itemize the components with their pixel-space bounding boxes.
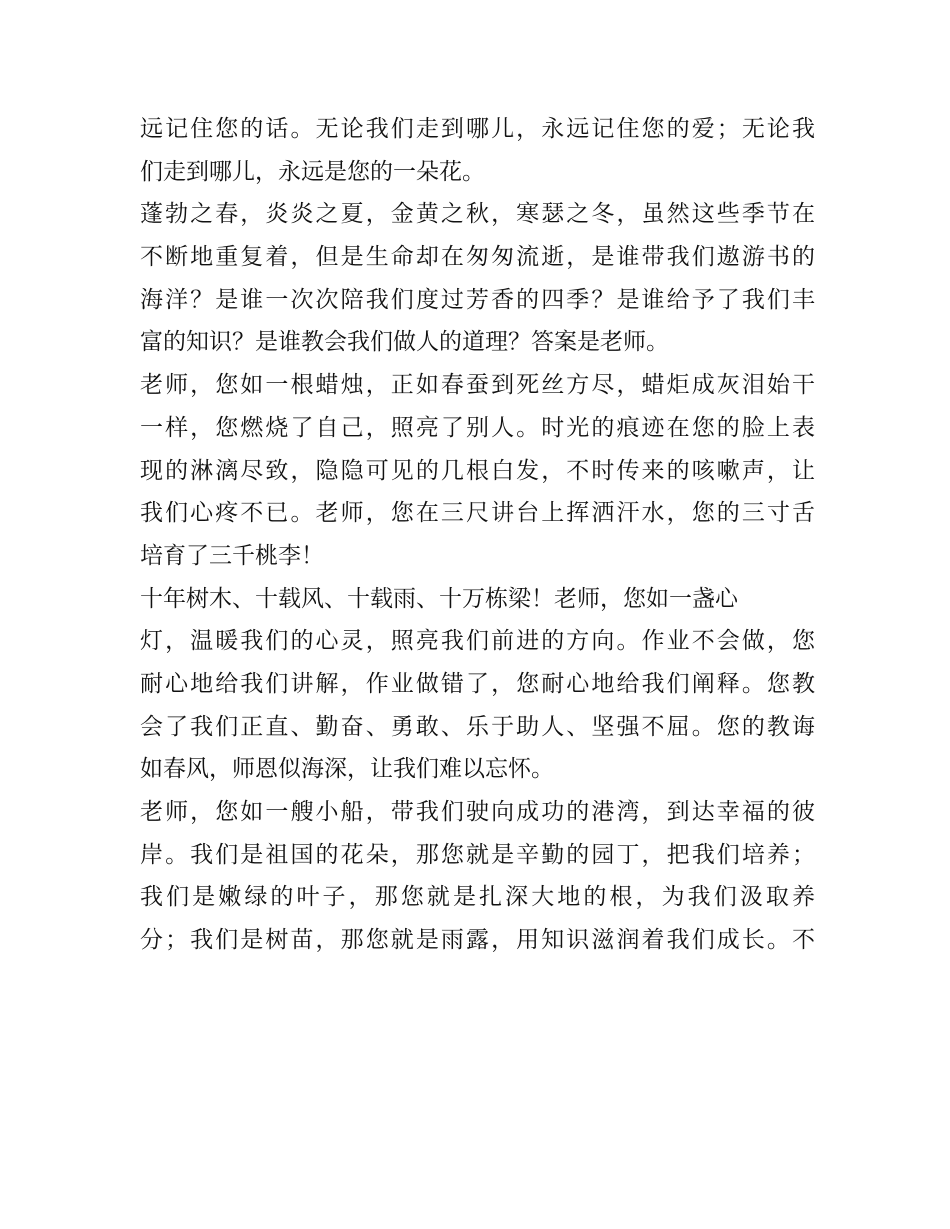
text-line: 一样，您燃烧了自己，照亮了别人。时光的痕迹在您的脸上表 xyxy=(140,414,815,441)
text-line: 耐心地给我们讲解，作业做错了，您耐心地给我们阐释。您教 xyxy=(140,670,815,697)
text-line: 蓬勃之春，炎炎之夏，金黄之秋，寒瑟之冬，虽然这些季节在 xyxy=(140,201,815,228)
text-line: 岸。我们是祖国的花朵，那您就是辛勤的园丁，把我们培养； xyxy=(140,841,815,868)
text-line: 我们是嫩绿的叶子，那您就是扎深大地的根，为我们汲取养 xyxy=(140,884,815,911)
text-line: 灯，温暖我们的心灵，照亮我们前进的方向。作业不会做，您 xyxy=(140,628,815,655)
text-line: 十年树木、十载风、十载雨、十万栋梁！老师，您如一盏心 xyxy=(140,585,738,612)
text-line: 们走到哪儿，永远是您的一朵花。 xyxy=(140,158,485,185)
text-line: 会了我们正直、勤奋、勇敢、乐于助人、坚强不屈。您的教诲 xyxy=(140,713,815,740)
text-line: 培育了三千桃李！ xyxy=(140,542,324,569)
text-line: 现的淋漓尽致，隐隐可见的几根白发，不时传来的咳嗽声，让 xyxy=(140,457,815,484)
text-line: 老师，您如一艘小船，带我们驶向成功的港湾，到达幸福的彼 xyxy=(140,799,815,825)
text-line: 老师，您如一根蜡烛，正如春蚕到死丝方尽，蜡炬成灰泪始干 xyxy=(140,372,815,399)
text-line: 分；我们是树苗，那您就是雨露，用知识滋润着我们成长。不 xyxy=(140,927,815,954)
text-line: 我们心疼不已。老师，您在三尺讲台上挥洒汗水，您的三寸舌 xyxy=(140,500,815,527)
text-line: 远记住您的话。无论我们走到哪儿，永远记住您的爱；无论我 xyxy=(140,116,815,142)
text-line: 富的知识？是谁教会我们做人的道理？答案是老师。 xyxy=(140,329,669,356)
text-line: 如春风，师恩似海深，让我们难以忘怀。 xyxy=(140,756,554,783)
text-line: 海洋？是谁一次次陪我们度过芳香的四季？是谁给予了我们丰 xyxy=(140,286,815,313)
text-line: 不断地重复着，但是生命却在匆匆流逝，是谁带我们遨游书的 xyxy=(140,244,815,271)
body-text xyxy=(140,108,815,962)
